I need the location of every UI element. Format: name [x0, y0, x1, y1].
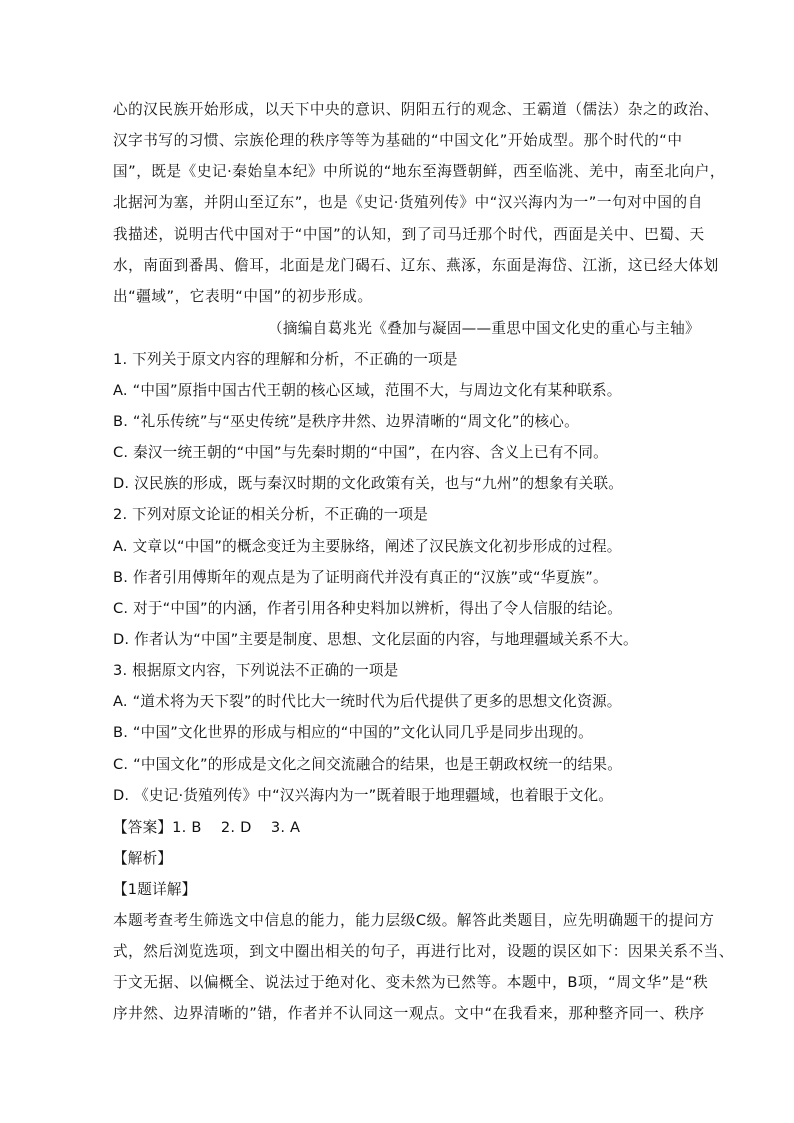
- detail-line: 于文无据、以偏概全、说法过于绝对化、变未然为已然等。本题中，B项，“周文华”是“秩: [113, 974, 709, 991]
- source-citation: （摘编自葛兆光《叠加与凝固——重思中国文化史的重心与主轴》: [268, 320, 700, 337]
- question-2-option-a: A. 文章以“中国”的概念变迁为主要脉络，阐述了汉民族文化初步形成的过程。: [113, 538, 622, 555]
- question-2-option-d: D. 作者认为“中国”主要是制度、思想、文化层面的内容，与地理疆域关系不大。: [113, 631, 638, 648]
- answer-line: 【答案】1. B 2. D 3. A: [113, 819, 301, 836]
- detail-line: 式，然后浏览选项，到文中圈出相关的句子，再进行比对，设题的误区如下：因果关系不当、: [113, 943, 734, 960]
- question-1-option-c: C. 秦汉一统王朝的“中国”与先秦时期的“中国”，在内容、含义上已有不同。: [113, 444, 608, 461]
- passage-line: 心的汉民族开始形成，以天下中央的意识、阴阳五行的观念、王霸道（儒法）杂之的政治、: [113, 101, 719, 118]
- detail-line: 序井然、边界清晰的”错，作者并不认同这一观点。文中“在我看来，那种整齐同一、秩序: [113, 1005, 705, 1022]
- passage-line: 汉字书写的习惯、宗族伦理的秩序等等为基础的“中国文化”开始成型。那个时代的“中: [113, 132, 683, 149]
- detail-line: 本题考查考生筛选文中信息的能力，能力层级C级。解答此类题目，应先明确题干的提问方: [113, 912, 715, 929]
- question-1-option-d: D. 汉民族的形成，既与秦汉时期的文化政策有关，也与“九州”的想象有关联。: [113, 475, 624, 492]
- question-1-option-b: B. “礼乐传统”与“巫史传统”是秩序井然、边界清晰的“周文化”的核心。: [113, 413, 579, 430]
- question-3-option-c: C. “中国文化”的形成是文化之间交流融合的结果，也是王朝政权统一的结果。: [113, 756, 622, 773]
- question-3-option-a: A. “道术将为天下裂”的时代比大一统时代为后代提供了更多的思想文化资源。: [113, 693, 622, 710]
- question-stem-1: 1. 下列关于原文内容的理解和分析，不正确的一项是: [113, 351, 458, 368]
- passage-line: 水，南面到番禺、儋耳，北面是龙门碣石、辽东、燕涿，东面是海岱、江浙，这已经大体划: [113, 257, 719, 274]
- question-2-option-b: B. 作者引用傅斯年的观点是为了证明商代并没有真正的“汉族”或“华夏族”。: [113, 569, 608, 586]
- question-3-option-d: D. 《史记·货殖列传》中“汉兴海内为一”既着眼于地理疆域，也着眼于文化。: [113, 787, 614, 804]
- analysis-label: 【解析】: [113, 850, 173, 867]
- question-3-option-b: B. “中国”文化世界的形成与相应的“中国的”文化认同几乎是同步出现的。: [113, 724, 593, 741]
- passage-line: 国”，既是《史记·秦始皇本纪》中所说的“地东至海暨朝鲜，西至临洮、羌中，南至北向户，: [113, 163, 726, 180]
- detail-label: 【1题详解】: [113, 881, 197, 898]
- question-1-option-a: A. “中国”原指中国古代王朝的核心区域，范围不大，与周边文化有某种联系。: [113, 382, 622, 399]
- question-2-option-c: C. 对于“中国”的内涵，作者引用各种史料加以辨析，得出了令人信服的结论。: [113, 600, 622, 617]
- question-stem-3: 3. 根据原文内容，下列说法不正确的一项是: [113, 662, 399, 679]
- passage-line: 出“疆域”，它表明“中国”的初步形成。: [113, 288, 373, 305]
- question-stem-2: 2. 下列对原文论证的相关分析，不正确的一项是: [113, 506, 429, 523]
- passage-line: 我描述，说明古代中国对于“中国”的认知，到了司马迁那个时代，西面是关中、巴蜀、天: [113, 226, 705, 243]
- passage-line: 北据河为塞，并阴山至辽东”，也是《史记·货殖列传》中“汉兴海内为一”一句对中国的自: [113, 194, 703, 211]
